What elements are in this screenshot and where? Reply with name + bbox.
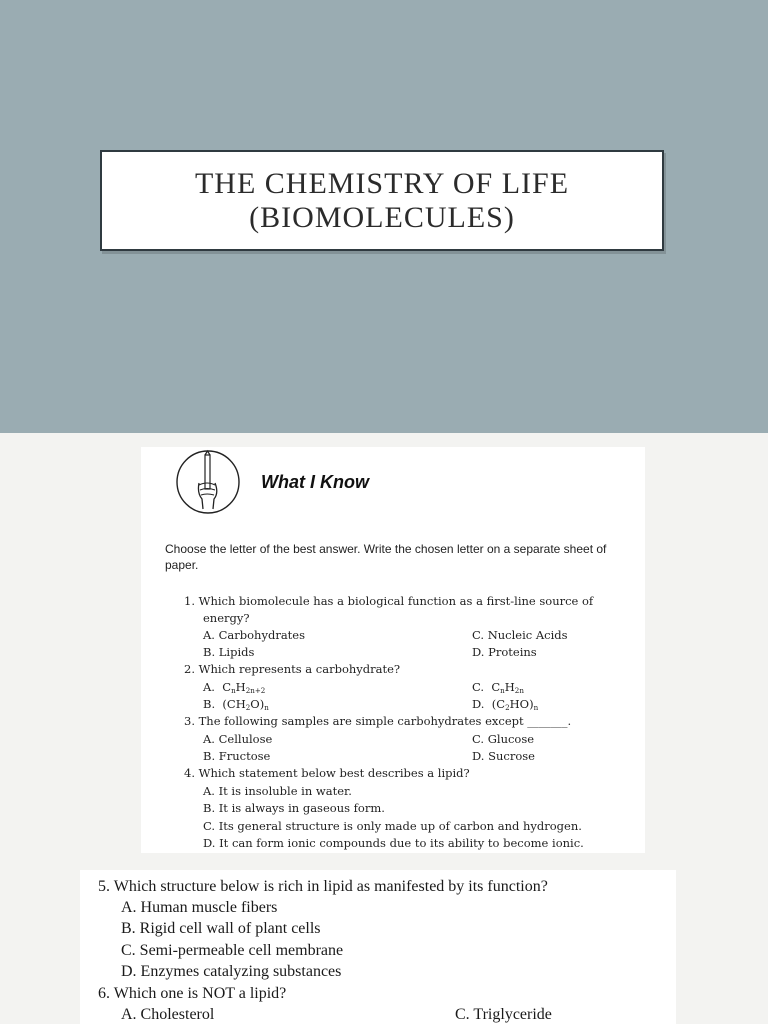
question-3: 3. The following samples are simple carbohydrates except _______.	[184, 714, 572, 728]
title-box	[100, 150, 664, 251]
q1-option-d: D. Proteins	[472, 645, 537, 659]
q5-option-d: D. Enzymes catalyzing substances	[121, 963, 342, 980]
q3-option-c: C. Glucose	[472, 732, 535, 746]
q2-option-d: D. $(C_2HO)_n$	[472, 697, 539, 712]
question-5: 5. Which structure below is rich in lipid as manifested by its function?	[98, 878, 548, 895]
q2-option-b: B. $(CH_2O)_n$	[203, 697, 269, 712]
q2-option-a: A. $C_nH_{2n+2}$	[203, 680, 266, 695]
q5-option-b: B. Rigid cell wall of plant cells	[121, 920, 321, 937]
question-2: 2. Which represents a carbohydrate?	[184, 662, 401, 676]
q4-option-a: A. It is insoluble in water.	[203, 784, 352, 798]
question-6: 6. Which one is NOT a lipid?	[98, 985, 287, 1002]
q2-option-c: C. $C_nH_{2n}$	[472, 680, 524, 695]
question-4: 4. Which statement below best describes a lipid?	[184, 766, 470, 780]
question-1: 1. Which biomolecule has a biological function as a first-line source of	[184, 594, 594, 608]
q4-option-b: B. It is always in gaseous form.	[203, 801, 385, 815]
q6-option-c: C. Triglyceride	[455, 1006, 552, 1023]
worksheet-scan	[141, 447, 645, 853]
hand-pencil-icon	[175, 449, 241, 515]
question-1-cont: energy?	[203, 611, 250, 625]
slide-title-line2: (BIOMOLECULES)	[249, 200, 515, 234]
q1-option-a: A. Carbohydrates	[203, 628, 306, 642]
q1-option-b: B. Lipids	[203, 645, 255, 659]
slide-title-line1: THE CHEMISTRY OF LIFE	[194, 166, 570, 200]
q4-option-d: D. It can form ionic compounds due to its ability to become ionic.	[203, 836, 584, 850]
worksheet-scan-continued	[80, 870, 676, 1024]
q3-option-b: B. Fructose	[203, 749, 271, 763]
q4-option-c: C. Its general structure is only made up of carbon and hydrogen.	[203, 819, 582, 833]
q1-option-c: C. Nucleic Acids	[472, 628, 568, 642]
q3-option-d: D. Sucrose	[472, 749, 535, 763]
q5-option-a: A. Human muscle fibers	[121, 899, 278, 916]
section-heading: What I Know	[261, 472, 369, 492]
q3-option-a: A. Cellulose	[203, 732, 273, 746]
instructions-line1: Choose the letter of the best answer. Write the chosen letter on a separate sheet of	[165, 542, 607, 556]
slide-header-band	[0, 0, 768, 433]
instructions-line2: paper.	[165, 558, 199, 572]
q5-option-c: C. Semi-permeable cell membrane	[121, 942, 344, 959]
q6-option-a: A. Cholesterol	[121, 1006, 215, 1023]
